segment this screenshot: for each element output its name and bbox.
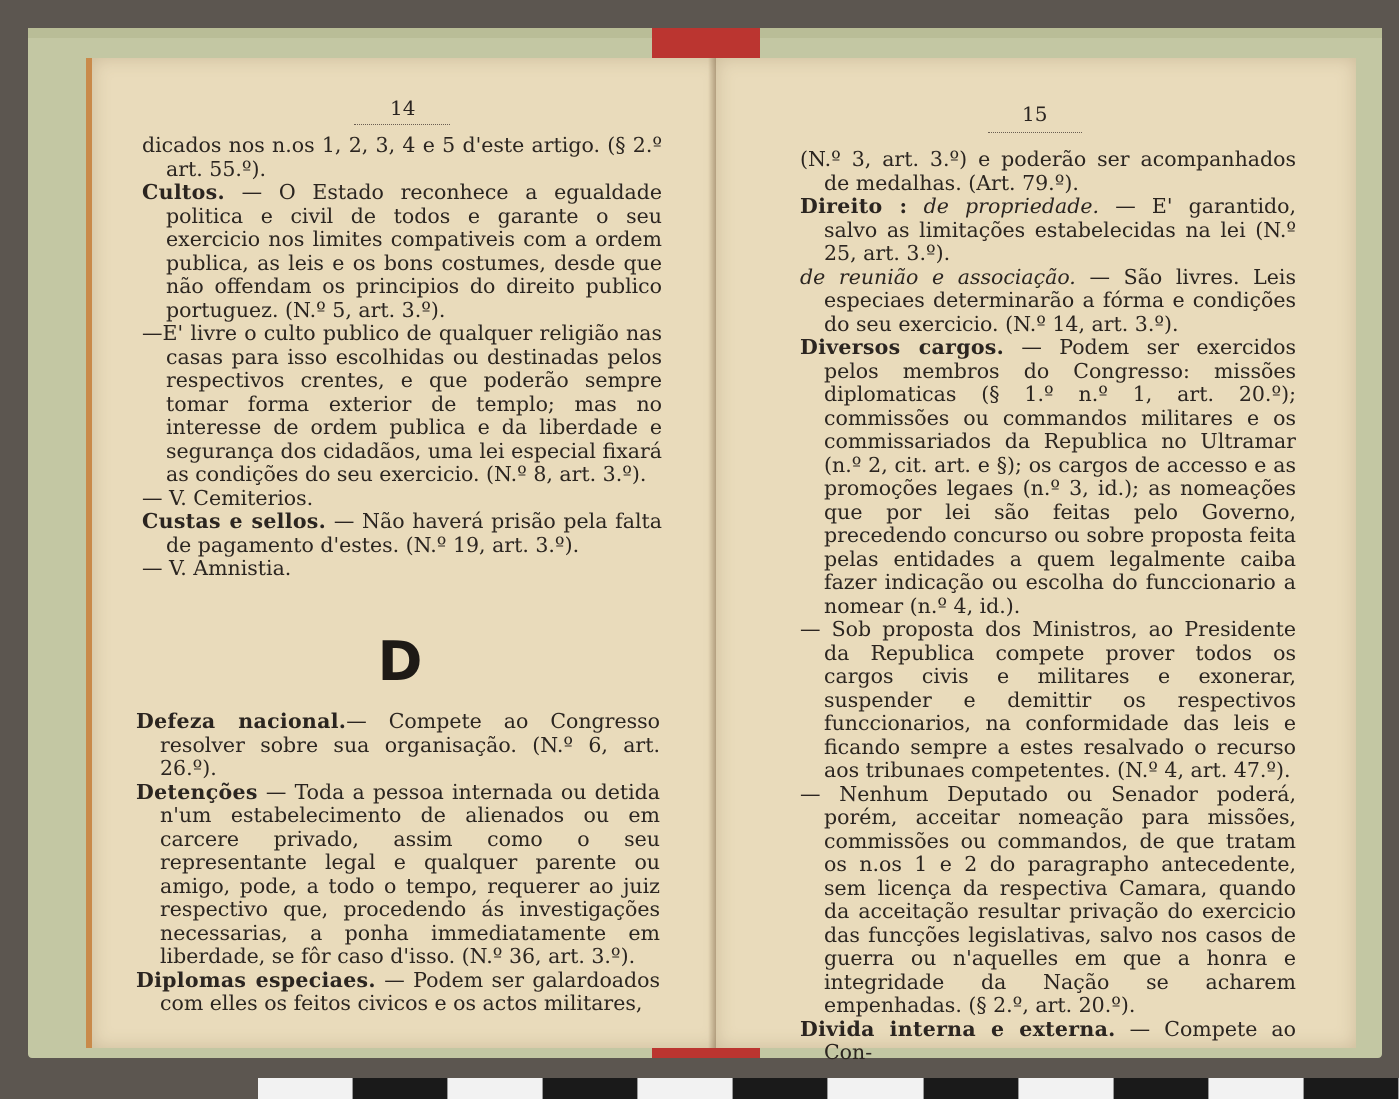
section-letter: D — [377, 630, 423, 693]
entry: dicados nos n.os 1, 2, 3, 4 e 5 d'este artigo. (§ 2.º art. 55.º). — [142, 133, 662, 181]
entry-defeza: Defeza nacional.— Compete ao Congresso resolver sobre sua organisação. (N.º 6, art. 26.º). — [136, 709, 660, 780]
entry-cultos: Cultos. — O Estado reconhece a egualdade politica e civil de todos e garante o seu exercicio nos limites compativeis com a ordem publica, as leis e os bons costumes, desde que não offendam os principios do direito publico portuguez. (N.º 5, art. 3.º). — [142, 180, 662, 322]
page-number: 14 — [390, 96, 416, 120]
entry-reuniao: de reunião e associação. — São livres. Leis especiaes determinarão a fórma e condições do seu exercicio. (N.º 14, art. 3.º). — [800, 264, 1296, 336]
entry: —E' livre o culto publico de qualquer religião nas casas para isso escolhidas ou destinadas pelos respectivos crentes, e que poderão sempre tomar forma exterior de templo; mas no interesse de ordem publica e da liberdade e segurança dos cidadãos, uma lei especial fixará as condições do seu exercicio. (N.º 8, art. 3.º). — [142, 321, 662, 486]
left-column-bottom — [136, 710, 660, 1016]
page-number: 15 — [1022, 102, 1048, 126]
left-column-top — [142, 134, 662, 581]
entry-direito: Direito : de propriedade. — E' garantido, salvo as limitações estabelecidas na lei (N.º 25, art. 3.º). — [800, 194, 1296, 265]
entry: — V. Amnistia. — [142, 556, 292, 580]
entry: — Nenhum Deputado ou Senador poderá, porém, acceitar nomeação para missões, commissões ou commandos, de que tratam os n.os 1 e 2 do paragrapho antecedente, sem licença da respectiva Camara, quando da acceitação resultar privação do exercicio das funcções legislativas, salvo nos casos de guerra ou n'aquelles em que a honra e integridade da Nação se acharem empenhadas. (§ 2.º, art. 20.º). — [800, 781, 1296, 1017]
entry-diversos: Diversos cargos. — Podem ser exercidos pelos membros do Congresso: missões diplomaticas (§ 1.º n.º 1, art. 20.º); commissões ou commandos militares e os commissariados da Republica no Ultramar (n.º 2, cit. art. e §); os cargos de accesso e as promoções legaes (n.º 3, id.); as nomeações que por lei são feitas pelo Governo, precedendo concurso ou sobre proposta feita pelas entidades a quem legalmente caiba fazer indicação ou escolha do funccionario a nomear (n.º 4, id.). — [800, 335, 1296, 618]
page-number-rule — [354, 124, 450, 125]
entry: — V. Cemiterios. — [142, 485, 314, 510]
right-page — [716, 58, 1356, 1064]
entry-custas: Custas e sellos. — Não haverá prisão pela falta de pagamento d'estes. (N.º 19, art. 3.º). — [142, 509, 662, 557]
entry-detencoes: Detenções — Toda a pessoa internada ou detida n'um estabelecimento de alienados ou em carcere privado, assim como o seu representante legal e qualquer parente ou amigo, pode, a todo o tempo, requerer ao juiz respectivo que, procedendo ás investigações necessarias, a ponha immediatamente em liberdade, se fôr caso d'isso. (N.º 36, art. 3.º). — [136, 779, 660, 968]
entry: (N.º 3, art. 3.º) e poderão ser acompanhados de medalhas. (Art. 79.º). — [800, 147, 1296, 195]
entry: — Sob proposta dos Ministros, ao Presidente da Republica compete prover todos os cargos civis e militares e exonerar, suspender e demittir os respectivos funccionarios, na conformidade das leis e ficando sempre a estes resalvado o recurso aos tribunaes competentes. (N.º 4, art. 47.º). — [800, 617, 1296, 782]
scale-ruler — [258, 1078, 1399, 1099]
entry-divida: Divida interna e externa. — Compete ao Con- — [800, 1016, 1296, 1064]
entry-diplomas: Diplomas especiaes. — Podem ser galardoados com elles os feitos civicos e os actos militares, — [136, 967, 660, 1015]
page-number-rule — [988, 132, 1082, 133]
right-column — [800, 148, 1296, 1065]
